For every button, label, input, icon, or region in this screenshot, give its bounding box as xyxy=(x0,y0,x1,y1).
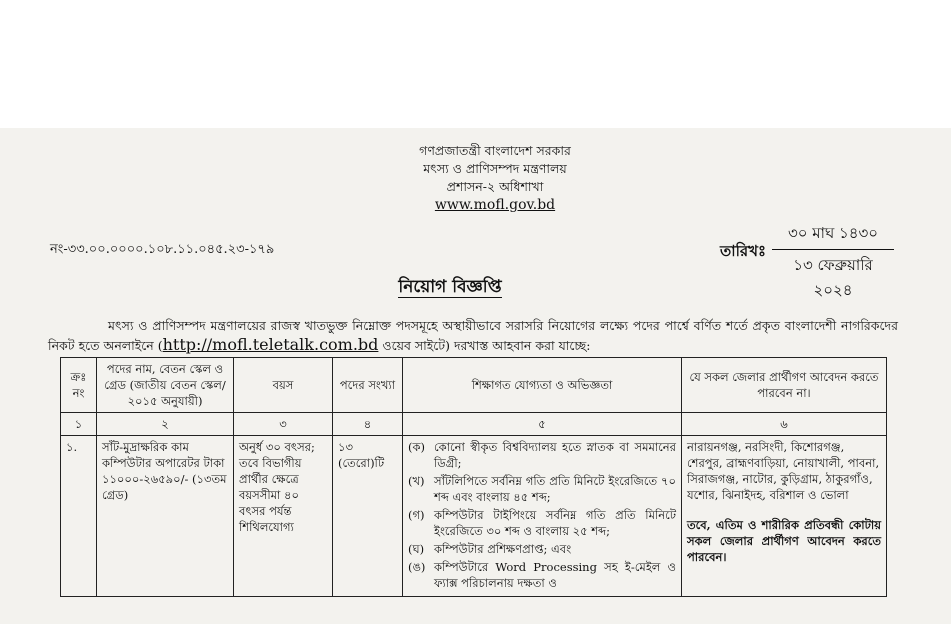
header-count: পদের সংখ্যা xyxy=(333,358,403,413)
requirement-text: কম্পিউটারে Word Processing সহ ই-মেইল ও ফ্যাক্স পরিচালনায় দক্ষতা ও xyxy=(434,560,676,590)
intro-text-after: ওয়েব সাইটে) দরখাস্ত আহবান করা যাচ্ছে: xyxy=(378,338,591,353)
requirement-mark: (ঙ) xyxy=(408,560,426,574)
department-name: প্রশাসন-২ অধিশাখা xyxy=(446,179,544,194)
row-post: সাঁট-মুদ্রাক্ষরিক কাম কম্পিউটার অপারেটর টাকা ১১০০০-২৬৫৯০/- (১৩তম গ্রেড) xyxy=(97,436,234,597)
requirement-mark: (খ) xyxy=(408,474,425,488)
intro-text-before: মৎস্য ও প্রাণিসম্পদ মন্ত্রণালয়ের রাজস্ব খাতভুক্ত নিম্নোক্ত পদসমূহে অস্থায়ীভাবে সরাসরি নিয়োগের লক্ষ্যে পদের পার্শ্বে বর্ণিত শর্তে প্রকৃত বাংলাদেশী নাগরিকদের নিকট হতে অনলাইনে ( xyxy=(48,318,898,353)
date-english: ১৩ ফেব্রুয়ারি ২০২৪ xyxy=(793,256,873,299)
requirement-item xyxy=(408,473,676,505)
date-fraction xyxy=(772,222,894,304)
date-label: তারিখঃ xyxy=(720,242,766,260)
ministry-website: www.mofl.gov.bd xyxy=(434,197,556,213)
column-number: ৫ xyxy=(403,413,682,436)
quota-note: তবে, এতিম ও শারীরিক প্রতিবন্ধী কোটায় সকল জেলার প্রার্থীগণ আবেদন করতে পারবেন। xyxy=(687,518,881,564)
column-number: ১ xyxy=(61,413,97,436)
row-requirements xyxy=(403,436,682,597)
requirement-text: কোনো স্বীকৃত বিশ্ববিদ্যালয় হতে স্নাতক বা সমমানের ডিগ্রী; xyxy=(434,440,676,470)
date-bangla: ৩০ মাঘ ১৪৩০ xyxy=(772,222,894,250)
requirement-mark: (ঘ) xyxy=(408,542,425,556)
ministry-name: মৎস্য ও প্রাণিসম্পদ মন্ত্রণালয় xyxy=(423,161,567,176)
intro-paragraph xyxy=(48,316,898,355)
requirement-item xyxy=(408,559,676,591)
requirement-item xyxy=(408,541,676,557)
letterhead xyxy=(300,142,690,214)
header-qualification: শিক্ষাগত যোগ্যতা ও অভিজ্ঞতা xyxy=(403,358,682,413)
requirement-item xyxy=(408,439,676,471)
row-count: ১৩ (তেরো)টি xyxy=(333,436,403,597)
requirement-mark: (গ) xyxy=(408,508,425,522)
requirement-text: কম্পিউটার প্রশিক্ষণপ্রাপ্ত; এবং xyxy=(434,542,572,556)
header-serial: ক্রঃ নং xyxy=(61,358,97,413)
header-age: বয়স xyxy=(234,358,333,413)
column-number-row xyxy=(61,413,887,436)
table-header-row xyxy=(61,358,887,413)
column-number: ৬ xyxy=(682,413,887,436)
column-number: ৪ xyxy=(333,413,403,436)
government-name: গণপ্রজাতন্ত্রী বাংলাদেশ সরকার xyxy=(419,143,571,158)
requirement-item xyxy=(408,507,676,539)
vacancy-table xyxy=(60,357,887,597)
header-districts: যে সকল জেলার প্রার্থীগণ আবেদন করতে পারবেন না। xyxy=(682,358,887,413)
table-row xyxy=(61,436,887,597)
row-serial: ১. xyxy=(61,436,97,597)
memo-number: নং-৩৩.০০.০০০০.১০৮.১১.০৪৫.২৩-১৭৯ xyxy=(50,242,275,257)
notice-title-text: নিয়োগ বিজ্ঞপ্তি xyxy=(398,277,502,297)
header-post: পদের নাম, বেতন স্কেল ও গ্রেড (জাতীয় বেতন স্কেল/ ২০১৫ অনুযায়ী) xyxy=(97,358,234,413)
row-age: অনুর্ধ ৩০ বৎসর; তবে বিভাগীয় প্রার্থীর ক্ষেত্রে বয়সসীমা ৪০ বৎসর পর্যন্ত শিথিলযোগ্য xyxy=(234,436,333,597)
column-number: ২ xyxy=(97,413,234,436)
notice-title xyxy=(300,274,600,302)
row-districts-cell xyxy=(682,436,887,597)
requirement-text: কম্পিউটার টাইপিংয়ে সর্বনিম্ন গতি প্রতি মিনিটে ইংরেজিতে ৩০ শব্দ ও বাংলায় ২৫ শব্দ; xyxy=(434,508,676,538)
requirement-mark: (ক) xyxy=(408,440,426,454)
application-url: http://mofl.teletalk.com.bd xyxy=(162,335,379,354)
requirement-text: সাঁটলিপিতে সর্বনিম্ন গতি প্রতি মিনিটে ইংরেজিতে ৭০ শব্দ এবং বাংলায় ৪৫ শব্দ; xyxy=(434,474,676,504)
column-number: ৩ xyxy=(234,413,333,436)
excluded-districts: নারায়নগঞ্জ, নরসিংদী, কিশোরগঞ্জ, শেরপুর, ব্রাহ্মণবাড়িয়া, নোয়াখালী, পাবনা, সিরাজগঞ্জ, নাটোর, কুড়িগ্রাম, ঠাকুরগাঁও, যশোর, ঝিনাইদহ, বরিশাল ও ভোলা xyxy=(687,440,880,502)
